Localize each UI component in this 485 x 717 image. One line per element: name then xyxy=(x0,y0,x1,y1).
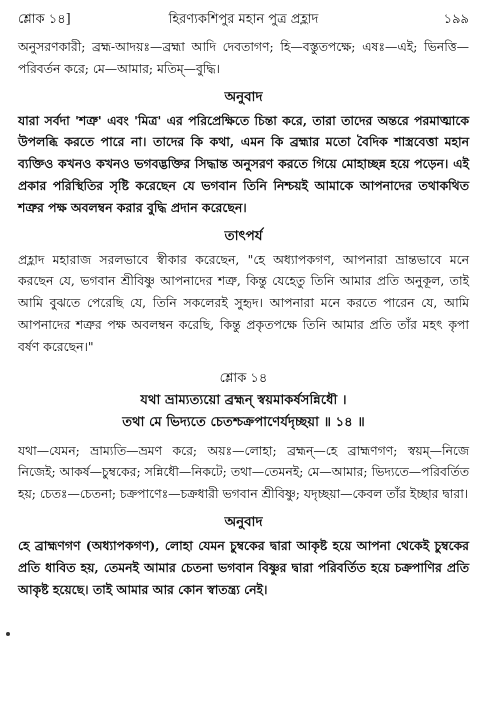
translation-text: যারা সর্বদা 'শত্রু' এবং 'মিত্র' এর পরিপ্রেক্ষিতে চিন্তা করে, তারা তাদের অন্তরে পরমাত্মাকে উপলব্ধি করতে পারে না। তাদের কি কথা, এমন কি ব্রহ্মার মতো বৈদিক শাস্ত্রবেত্তা মহান ব্যক্তিও কখনও কখনও ভগবদ্ভক্তির সিদ্ধান্ত অনুসরণ করতে গিয়ে মোহাচ্ছন্ন হয়ে পড়েন। এই প্রকার পরিস্থিতির সৃষ্টি করেছেন যে ভগবান তিনি নিশ্চয়ই আমাকে আপনাদের তথাকথিত শত্রুর পক্ষ অবলম্বন করার বুদ্ধি প্রদান করেছেন। xyxy=(18,112,469,215)
header-title: হিরণ্যকশিপুর মহান পুত্র প্রহ্লাদ xyxy=(168,12,319,27)
verse-line-2: তথা মে ভিদ্যতে চেতশ্চক্রপাণের্যদৃচ্ছয়া ॥ ১৪ ॥ xyxy=(122,414,365,430)
translation-heading-2: অনুবাদ xyxy=(224,513,263,530)
page-number: ১৯৯ xyxy=(443,12,469,27)
running-header xyxy=(18,10,469,34)
translation-text-2: হে ব্রাহ্মণগণ (অধ্যাপকগণ), লোহা যেমন চুম্বকের দ্বারা আকৃষ্ট হয়ে আপনা থেকেই চুম্বকের প্রতি ধাবিত হয়, তেমনই আমার চেতনা ভগবান বিষ্ণুর দ্বারা পরিবর্তিত হয়ে চক্রপাণির প্রতি আকৃষ্ট হয়েছে। তাই আমার আর কোন স্বাতন্ত্র্য নেই। xyxy=(18,537,469,597)
header-verse-ref: শ্লোক ১৪] xyxy=(18,12,71,27)
translation-heading: অনুবাদ xyxy=(224,88,263,105)
purport-text: প্রহ্লাদ মহারাজ সরলভাবে স্বীকার করেছেন, "হে অধ্যাপকগণ, আপনারা ভ্রান্তভাবে মনে করছেন যে, ভগবান শ্রীবিষ্ণু আপনাদের শত্রু, কিন্তু যেহেতু তিনি আমার প্রতি অনুকূল, তাই আমি বুঝতে পেরেছি যে, তিনি সকলেরই সুহৃদ। আপনারা মনে করতে পারেন যে, আমি আপনাদের শত্রুর পক্ষ অবলম্বন করেছি, কিন্তু প্রকৃতপক্ষে তিনি আমার প্রতি তাঁর মহৎ কৃপা বর্ষণ করেছেন।" xyxy=(18,251,469,354)
verse-line-1: যথা ভ্রাম্যত্যয়ো ব্রহ্মন্ স্বয়মাকর্ষসন্নিধৌ । xyxy=(140,392,347,408)
purport-heading: তাৎপর্য xyxy=(224,227,263,244)
synonyms-verse: যথা—যেমন; ভ্রাম্যতি—ভ্রমণ করে; অয়ঃ—লোহা; ব্রহ্মন্—হে ব্রাহ্মণগণ; স্বয়ম্—নিজে নিজেই; আকর্ষ—চুম্বকের; সন্নিধৌ—নিকটে; তথা—তেমনই; মে—আমার; ভিদ্যতে—পরিবর্তিত হয়; চেতঃ—চেতনা; চক্রপাণেঃ—চক্রধারী ভগবান শ্রীবিষ্ণু; যদৃচ্ছয়া—কেবল তাঁর ইচ্ছার দ্বারা। xyxy=(18,442,469,502)
synonyms-top: অনুসরণকারী; ব্রহ্ম-আদয়ঃ—ব্রহ্মা আদি দেবতাগণ; হি—বস্তুতপক্ষে; এষঃ—এই; ভিনত্তি—পরিবর্তন করে; মে—আমার; মতিম্—বুদ্ধি। xyxy=(18,39,469,76)
margin-dot xyxy=(6,632,10,636)
verse-number: শ্লোক ১৪ xyxy=(219,370,268,386)
